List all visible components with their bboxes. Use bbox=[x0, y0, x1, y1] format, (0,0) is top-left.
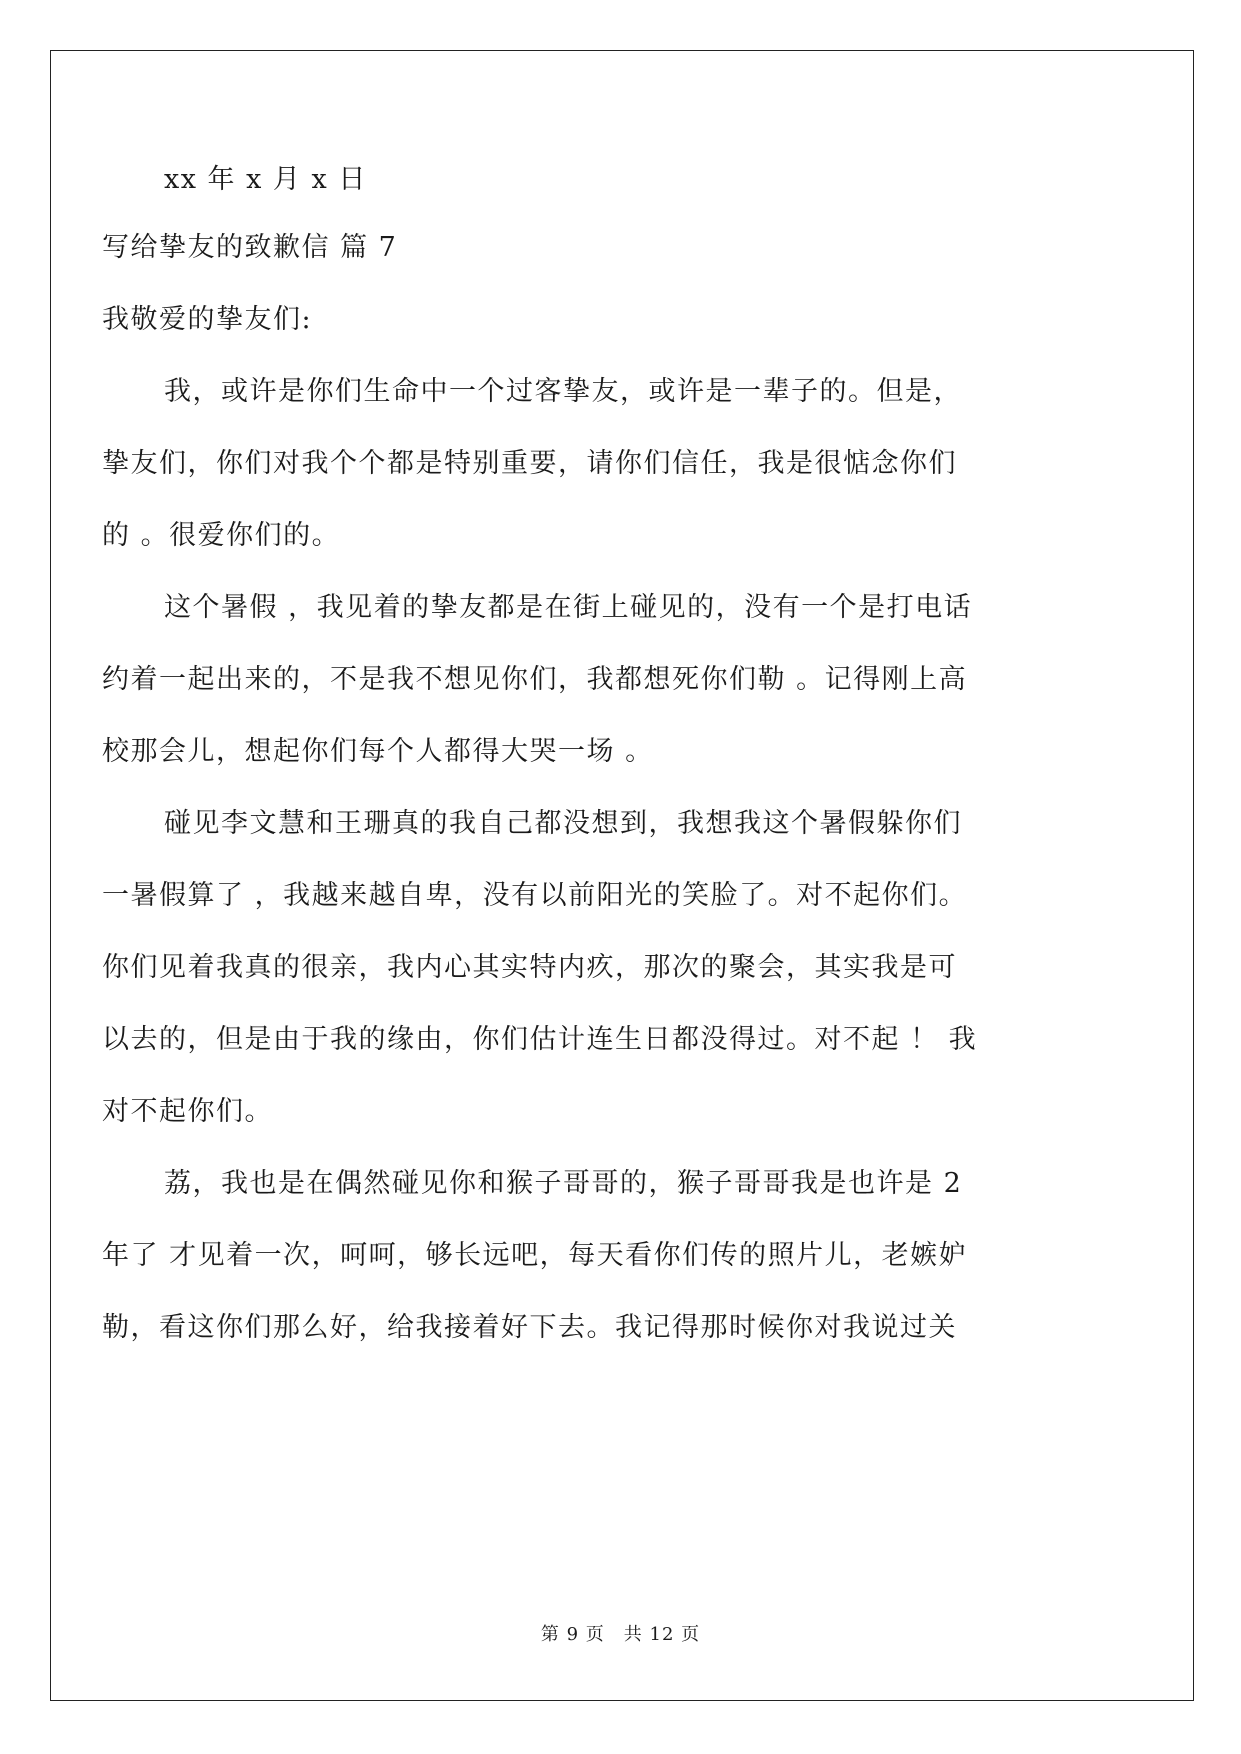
paragraph-line: 你们见着我真的很亲，我内心其实特内疚，那次的聚会，其实我是可 bbox=[102, 952, 957, 983]
paragraph-line: 挚友们，你们对我个个都是特别重要，请你们信任，我是很惦念你们 bbox=[102, 448, 957, 479]
letter-title: 写给挚友的致歉信 篇 7 bbox=[102, 232, 398, 263]
paragraph-line: 这个暑假 ，我见着的挚友都是在街上碰见的，没有一个是打电话 bbox=[164, 592, 973, 623]
paragraph-line: 一暑假算了 ，我越来越自卑，没有以前阳光的笑脸了。对不起你们。 bbox=[102, 880, 968, 911]
date-line: xx 年 x 月 x 日 bbox=[164, 164, 367, 195]
paragraph-line: 年了 才见着一次，呵呵，够长远吧，每天看你们传的照片儿，老嫉妒 bbox=[102, 1240, 968, 1271]
paragraph-line: 荔，我也是在偶然碰见你和猴子哥哥的，猴子哥哥我是也许是 2 bbox=[164, 1168, 963, 1199]
paragraph-line: 校那会儿，想起你们每个人都得大哭一场 。 bbox=[102, 736, 654, 767]
page-number-footer: 第 9 页 共 12 页 bbox=[540, 1624, 701, 1645]
salutation: 我敬爱的挚友们: bbox=[102, 304, 313, 335]
paragraph-line: 碰见李文慧和王珊真的我自己都没想到，我想我这个暑假躲你们 bbox=[164, 808, 962, 839]
paragraph-line: 约着一起出来的，不是我不想见你们，我都想死你们勒 。记得刚上高 bbox=[102, 664, 968, 695]
paragraph-line: 的 。很爱你们的。 bbox=[102, 520, 341, 551]
paragraph-line: 我，或许是你们生命中一个过客挚友，或许是一辈子的。但是， bbox=[164, 376, 962, 407]
paragraph-line: 勒，看这你们那么好，给我接着好下去。我记得那时候你对我说过关 bbox=[102, 1312, 957, 1343]
paragraph-line: 对不起你们。 bbox=[102, 1096, 273, 1127]
paragraph-line: 以去的，但是由于我的缘由，你们估计连生日都没得过。对不起 ！ 我 bbox=[102, 1024, 978, 1055]
